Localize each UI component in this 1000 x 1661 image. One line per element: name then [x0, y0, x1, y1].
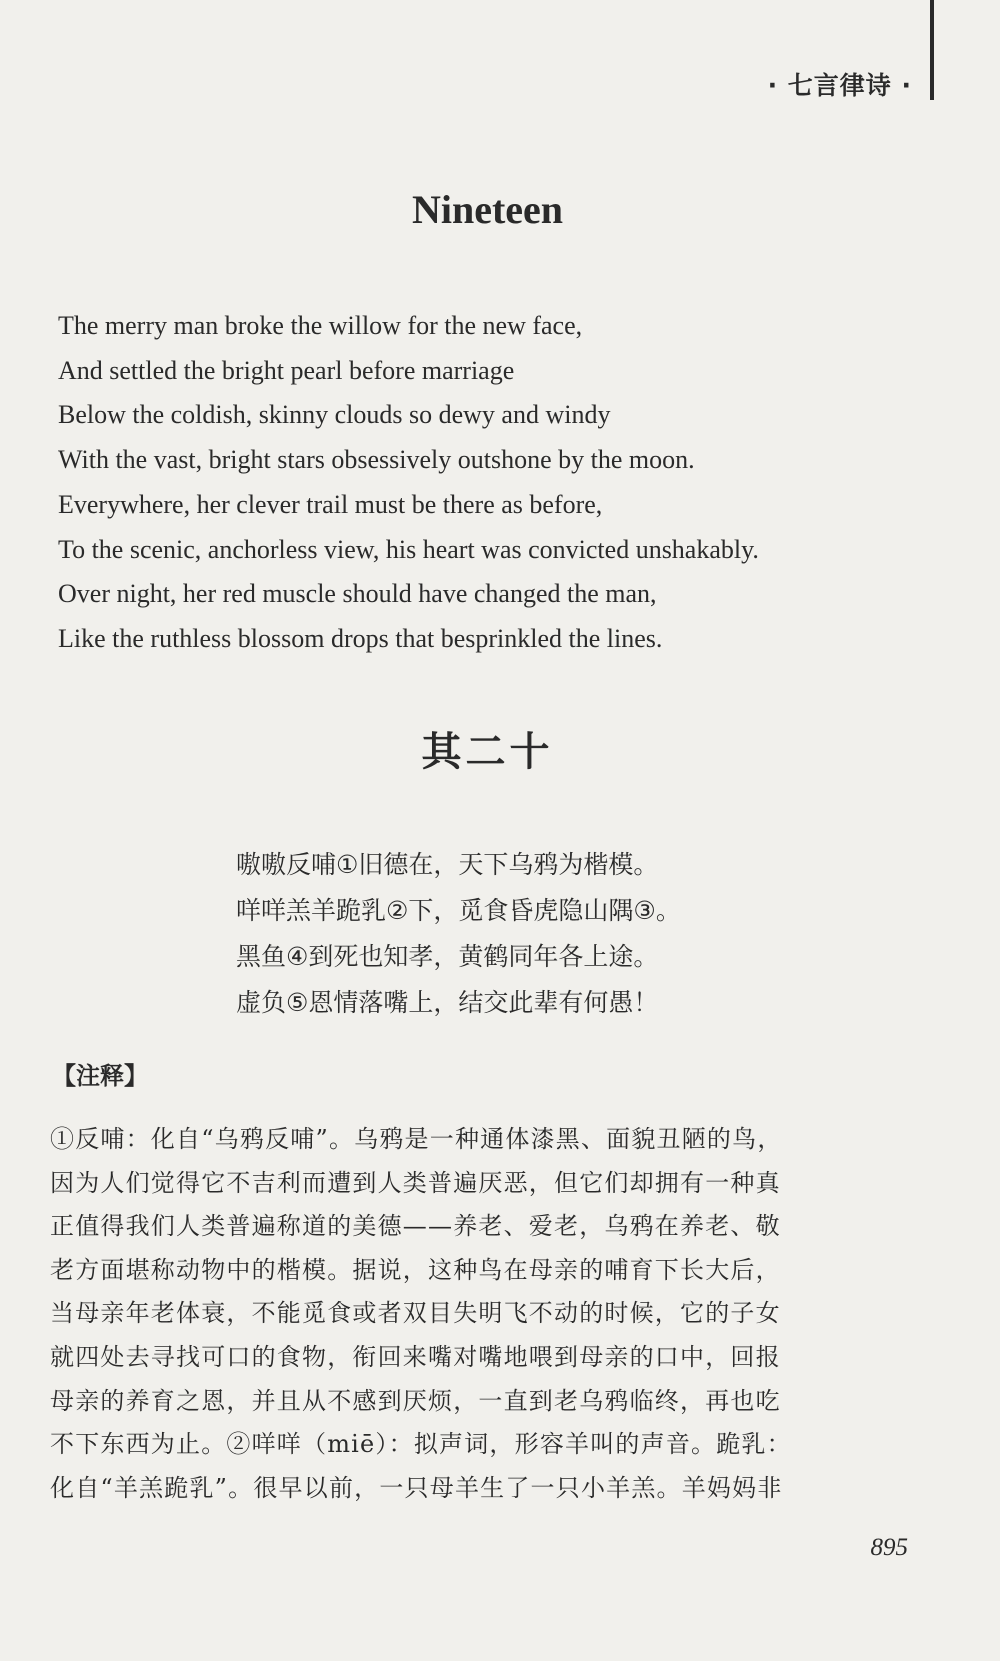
poem-line: With the vast, bright stars obsessively outshone by the moon. — [58, 445, 695, 475]
note-line: ①反哺：化自“乌鸦反哺”。乌鸦是一种通体漆黑、面貌丑陋的鸟， — [50, 1125, 783, 1153]
poem-line: And settled the bright pearl before marriage — [58, 355, 515, 385]
note-line: 就四处去寻找可口的食物，衔回来嘴对嘴地喂到母亲的口中，回报 — [50, 1342, 781, 1371]
poem-line: Like the ruthless blossom drops that besprinkled the lines. — [58, 623, 663, 653]
poem-line: Everywhere, her clever trail must be there as before, — [58, 489, 603, 519]
poem-title-english: Nineteen — [411, 187, 564, 232]
poem-line-zh: 黑鱼④到死也知孝，黄鹤同年各上途。 — [236, 942, 659, 971]
running-head: · 七言律诗 · — [767, 71, 912, 100]
page-number: 895 — [870, 1534, 908, 1561]
poem-title-chinese: 其二十 — [421, 729, 554, 775]
poem-line: The merry man broke the willow for the new face, — [58, 311, 583, 340]
poem-line-zh: 虚负⑤恩情落嘴上，结交此辈有何愚！ — [236, 988, 659, 1017]
poem-english — [58, 304, 938, 662]
poem-chinese — [236, 842, 796, 1026]
poem-line-zh: 咩咩羔羊跪乳②下，觅食昏虎隐山隅③。 — [236, 896, 681, 925]
notes-heading: 【注释】 — [52, 1062, 148, 1090]
notes-body — [50, 1118, 930, 1510]
poem-line: Below the coldish, skinny clouds so dewy and windy — [58, 400, 611, 430]
note-line: 老方面堪称动物中的楷模。据说，这种鸟在母亲的哺育下长大后， — [50, 1255, 781, 1284]
note-line: 化自“羊羔跪乳”。很早以前，一只母羊生了一只小羊羔。羊妈妈非 — [50, 1473, 783, 1502]
note-line: 母亲的养育之恩，并且从不感到厌烦，一直到老乌鸦临终，再也吃 — [50, 1386, 781, 1415]
note-line: 不下东西为止。②咩咩（miē）：拟声词，形容羊叫的声音。跪乳： — [50, 1430, 792, 1459]
note-line: 当母亲年老体衰，不能觅食或者双目失明飞不动的时候，它的子女 — [50, 1299, 781, 1328]
poem-line-zh: 嗷嗷反哺①旧德在，天下乌鸦为楷模。 — [236, 850, 659, 879]
poem-line: To the scenic, anchorless view, his heart was convicted unshakably. — [58, 534, 759, 564]
note-line: 正值得我们人类普遍称道的美德——养老、爱老，乌鸦在养老、敬 — [50, 1212, 781, 1241]
header-rule — [930, 0, 934, 100]
poem-line: Over night, her red muscle should have changed the man, — [58, 579, 657, 609]
note-line: 因为人们觉得它不吉利而遭到人类普遍厌恶，但它们却拥有一种真 — [50, 1168, 781, 1197]
